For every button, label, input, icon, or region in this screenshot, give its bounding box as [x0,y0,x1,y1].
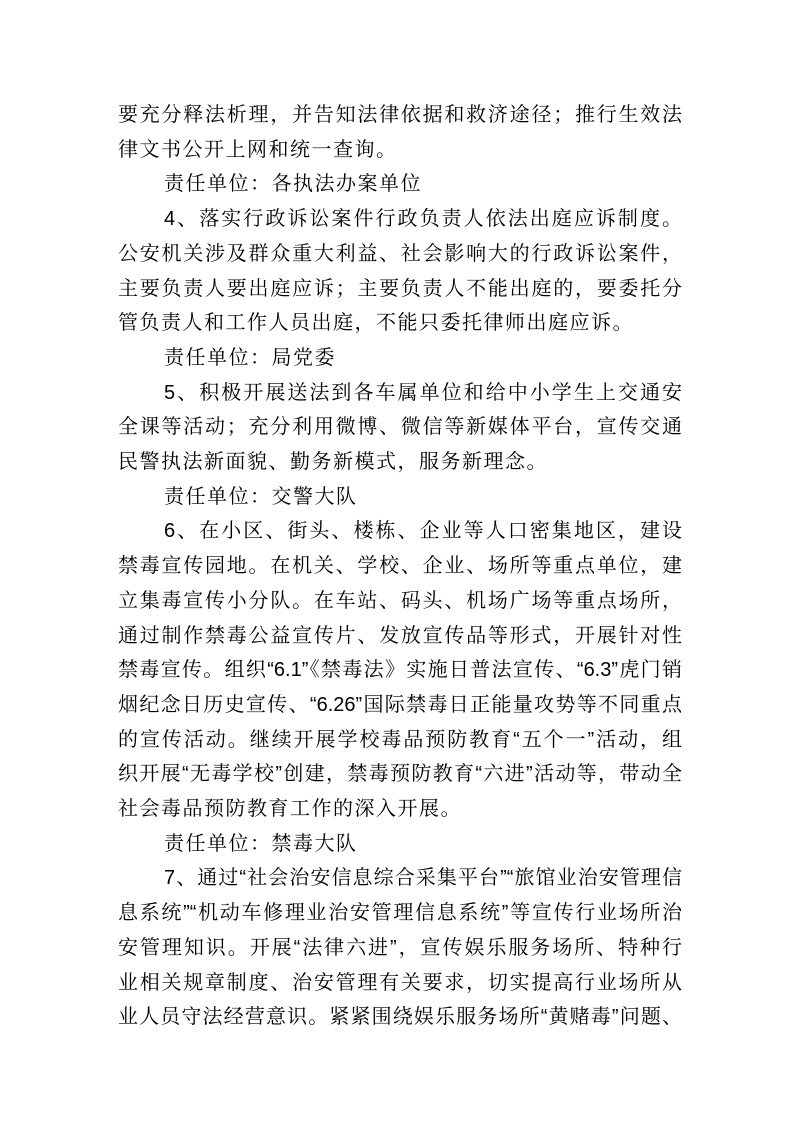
document-text-block [118,98,682,1035]
text-line: 烟纪念日历史宣传、“6.26”国际禁毒日正能量攻势等不同重点 [118,693,682,716]
text-line: 通过制作禁毒公益宣传片、发放宣传品等形式，开展针对性 [118,624,682,647]
text-line: 禁毒宣传。组织“6.1”《禁毒法》实施日普法宣传、“6.3”虎门销 [118,659,682,682]
text-line: 立集毒宣传小分队。在车站、码头、机场广场等重点场所， [118,589,682,612]
responsibility-unit-line: 责任单位：交警大队 [164,485,358,508]
text-line: 律文书公开上网和统一查询。 [118,138,398,161]
text-line: 管负责人和工作人员出庭，不能只委托律师出庭应诉。 [118,312,634,335]
paragraph-start-line: 7、通过“社会治安信息综合采集平台”“旅馆业治安管理信 [164,867,682,890]
text-line: 禁毒宣传园地。在机关、学校、企业、场所等重点单位，建 [118,555,682,578]
paragraph-start-line: 4、落实行政诉讼案件行政负责人依法出庭应诉制度。 [164,208,682,231]
text-line: 全课等活动；充分利用微博、微信等新媒体平台，宣传交通 [118,416,682,439]
text-line: 业人员守法经营意识。紧紧围绕娱乐服务场所“黄赌毒”问题、 [118,1006,682,1029]
responsibility-unit-line: 责任单位：各执法办案单位 [164,173,422,196]
text-line: 公安机关涉及群众重大利益、社会影响大的行政诉讼案件， [118,242,682,265]
text-line: 要充分释法析理，并告知法律依据和救济途径；推行生效法 [118,104,682,126]
text-line: 业相关规章制度、治安管理有关要求，切实提高行业场所从 [118,971,682,994]
responsibility-unit-line: 责任单位：局党委 [164,346,336,369]
text-line: 民警执法新面貌、勤务新模式，服务新理念。 [118,451,548,474]
responsibility-unit-line: 责任单位：禁毒大队 [164,832,358,855]
text-line: 社会毒品预防教育工作的深入开展。 [118,798,462,821]
text-line: 安管理知识。开展“法律六进”，宣传娱乐服务场所、特种行 [118,936,682,959]
paragraph-start-line: 6、在小区、街头、楼栋、企业等人口密集地区，建设 [164,520,682,543]
text-line: 息系统”“机动车修理业治安管理信息系统”等宣传行业场所治 [118,902,682,925]
text-line: 的宣传活动。继续开展学校毒品预防教育“五个一”活动，组 [118,728,682,751]
text-line: 织开展“无毒学校”创建，禁毒预防教育“六进”活动等，带动全 [118,763,682,786]
text-line: 主要负责人要出庭应诉；主要负责人不能出庭的，要委托分 [118,277,682,300]
paragraph-start-line: 5、积极开展送法到各车属单位和给中小学生上交通安 [164,381,682,404]
